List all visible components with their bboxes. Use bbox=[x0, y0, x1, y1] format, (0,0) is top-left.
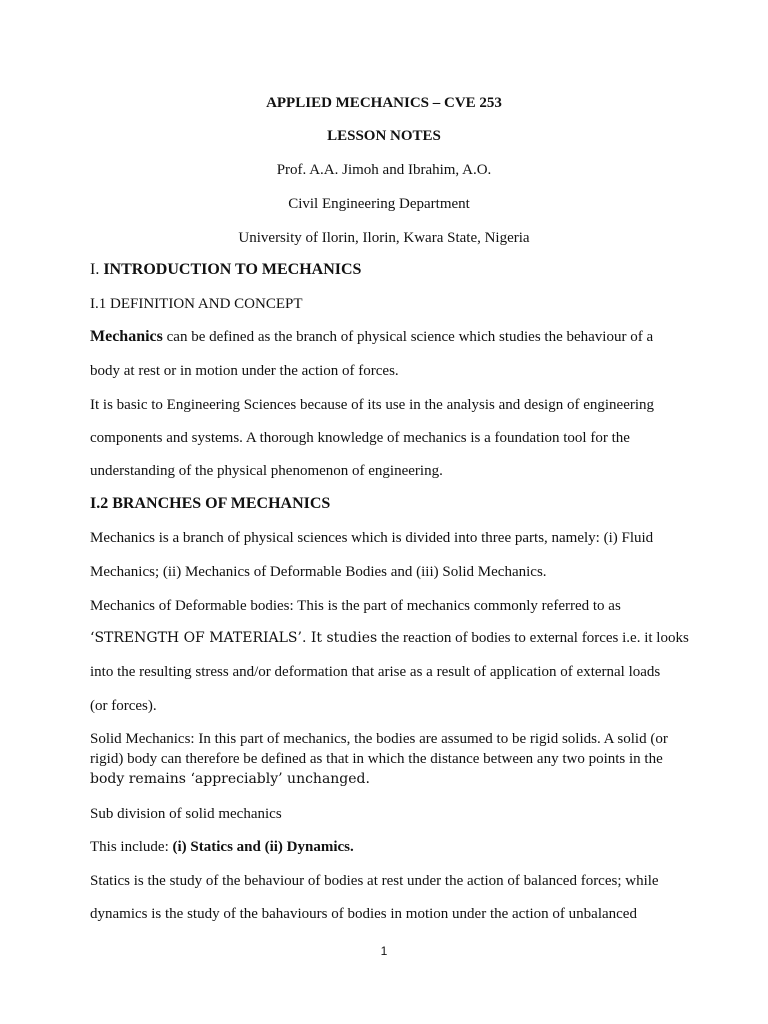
department-line: Civil Engineering Department bbox=[288, 196, 470, 212]
section-2-heading: I.2 BRANCHES OF MECHANICS bbox=[90, 495, 331, 512]
section-1-heading bbox=[90, 261, 361, 279]
paragraph-text: This include: bbox=[90, 839, 173, 855]
paragraph-line bbox=[90, 629, 689, 647]
section-1-prefix: I. bbox=[90, 261, 104, 278]
paragraph-line: into the resulting stress and/or deformation that arise as a result of application of external loads bbox=[90, 664, 661, 680]
section-1-1-heading: I.1 DEFINITION AND CONCEPT bbox=[90, 296, 303, 312]
page-number: 1 bbox=[380, 944, 388, 958]
university-line: University of Ilorin, Ilorin, Kwara State, Nigeria bbox=[238, 230, 530, 246]
paragraph-line: It is basic to Engineering Sciences because of its use in the analysis and design of engineering bbox=[90, 397, 655, 413]
paragraph-line: dynamics is the study of the bahaviours of bodies in motion under the action of unbalanced bbox=[90, 906, 637, 922]
mechanics-term: Mechanics bbox=[90, 328, 163, 345]
paragraph-text: the reaction of bodies to external forces i.e. it looks bbox=[377, 630, 689, 646]
paragraph-line: Mechanics; (ii) Mechanics of Deformable Bodies and (iii) Solid Mechanics. bbox=[90, 564, 547, 580]
section-1-title: INTRODUCTION TO MECHANICS bbox=[103, 261, 362, 278]
paragraph-line bbox=[90, 328, 653, 346]
paragraph-line: rigid) body can therefore be defined as that in which the distance between any two points in the bbox=[90, 751, 663, 767]
paragraph-line: components and systems. A thorough knowledge of mechanics is a foundation tool for the bbox=[90, 430, 630, 446]
paragraph-line: (or forces). bbox=[90, 698, 157, 714]
document-subtitle: LESSON NOTES bbox=[327, 128, 441, 144]
paragraph-line: Statics is the study of the behaviour of bodies at rest under the action of balanced forces; while bbox=[90, 873, 659, 889]
paragraph-line: Mechanics is a branch of physical sciences which is divided into three parts, namely: (i) Fluid bbox=[90, 530, 654, 546]
paragraph-text: can be defined as the branch of physical science which studies the behaviour of a bbox=[162, 329, 654, 345]
paragraph-line: body remains ‘appreciably’ unchanged. bbox=[90, 771, 370, 787]
paragraph-line: Mechanics of Deformable bodies: This is the part of mechanics commonly referred to as bbox=[90, 598, 621, 614]
strength-of-materials-term: ‘STRENGTH OF MATERIALS’. It studies bbox=[90, 630, 378, 646]
authors-line: Prof. A.A. Jimoh and Ibrahim, A.O. bbox=[276, 162, 492, 178]
paragraph-line: body at rest or in motion under the action of forces. bbox=[90, 363, 399, 379]
paragraph-line: understanding of the physical phenomenon of engineering. bbox=[90, 463, 443, 479]
subdivision-heading: Sub division of solid mechanics bbox=[90, 806, 282, 822]
document-title: APPLIED MECHANICS – CVE 253 bbox=[266, 95, 502, 111]
paragraph-line bbox=[90, 838, 354, 856]
statics-dynamics-term: (i) Statics and (ii) Dynamics. bbox=[172, 839, 354, 855]
paragraph-line: Solid Mechanics: In this part of mechanics, the bodies are assumed to be rigid solids. A solid (or bbox=[90, 731, 668, 747]
